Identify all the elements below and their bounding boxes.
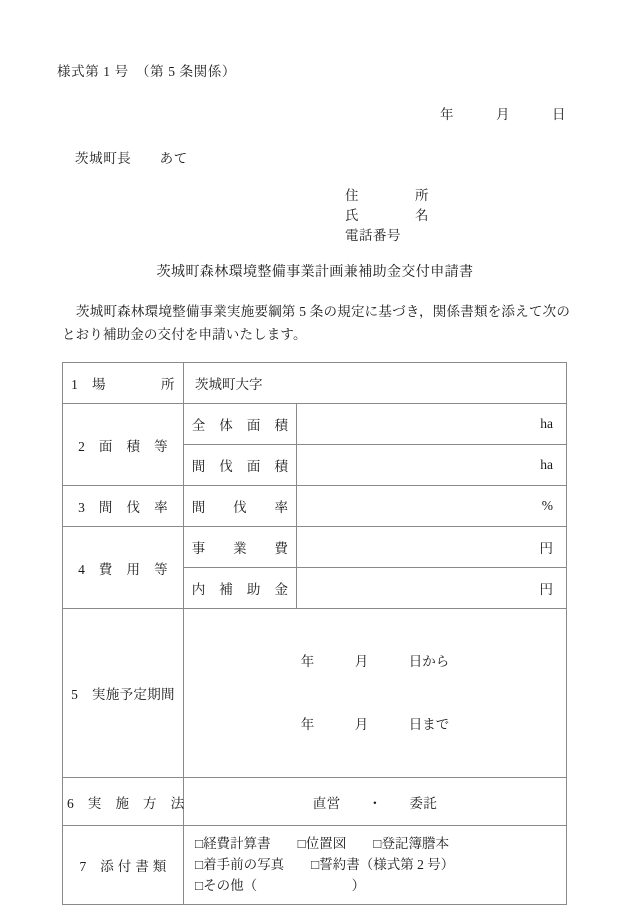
unit-text: ha [540, 416, 553, 431]
sub-label-text: 全 体 面 積 [191, 418, 289, 433]
row-value-location[interactable] [184, 363, 567, 404]
applicant-phone-label: 電話番号 [345, 228, 401, 243]
value-thinning-area[interactable] [297, 445, 567, 486]
date-line: 年 月 日 [440, 107, 566, 122]
attachment-line-1[interactable]: □経費計算書 □位置図 □登記簿謄本 [195, 836, 449, 851]
row-label-location [63, 363, 184, 404]
row-label-method [63, 778, 184, 826]
row-value-period[interactable] [184, 609, 567, 778]
applicant-name-label: 氏 名 [345, 208, 429, 223]
sub-label-text: 事 業 費 [191, 541, 289, 556]
sub-label-subsidy [184, 568, 297, 609]
sub-label-project-cost [184, 527, 297, 568]
attachment-line-3[interactable]: □その他（ ） [195, 878, 366, 893]
body-paragraph: 茨城町森林環境整備事業実施要綱第 5 条の規定に基づき，関係書類を添えて次のとおり補助金の交付を申請いたします。 [62, 304, 570, 342]
sub-label-text: 間 伐 面 積 [191, 459, 289, 474]
addressee-line: 茨城町長 あて [75, 151, 188, 166]
sub-label-thinning-area [184, 445, 297, 486]
sub-label-text: 間 伐 率 [191, 500, 289, 515]
unit-text: 円 [539, 582, 553, 597]
value-subsidy[interactable] [297, 568, 567, 609]
unit-text: ha [540, 457, 553, 472]
row-value-attachments[interactable] [184, 826, 567, 905]
period-values [184, 609, 566, 777]
row-label-area [63, 404, 184, 486]
row-label-cost [63, 527, 184, 609]
table-row-location [63, 363, 567, 404]
label-text: 6 実 施 方 法 [67, 795, 185, 811]
label-text: 4 費 用 等 [78, 561, 168, 577]
value-total-area[interactable] [297, 404, 567, 445]
row-label-period [63, 609, 184, 778]
sub-label-text: 内 補 助 金 [191, 582, 289, 597]
label-text: 5 実施予定期間 [71, 687, 175, 702]
row-label-thinning-rate [63, 486, 184, 527]
table-row-area-total [63, 404, 567, 445]
sub-label-thinning-rate [184, 486, 297, 527]
label-text: 3 間 伐 率 [78, 500, 168, 515]
row-value-method[interactable] [184, 778, 567, 826]
unit-text: 円 [539, 541, 553, 556]
attachment-line-2[interactable]: □着手前の写真 □誓約書（様式第 2 号） [195, 857, 455, 872]
form-code: 様式第 1 号 （第 5 条関係） [57, 64, 236, 79]
label-text: 7 添 付 書 類 [79, 859, 167, 874]
method-options: 直営 ・ 委託 [312, 795, 438, 811]
table-row-thinning-rate [63, 486, 567, 527]
document-title: 茨城町森林環境整備事業計画兼補助金交付申請書 [156, 265, 474, 280]
period-to: 年 月 日まで [300, 717, 450, 732]
value-text: 茨城町大字 [195, 377, 263, 392]
table-row-attachments [63, 826, 567, 905]
row-label-attachments [63, 826, 184, 905]
label-text: 2 面 積 等 [78, 438, 168, 454]
applicant-address-label: 住 所 [345, 188, 429, 203]
label-text: 1 場 所 [71, 377, 175, 392]
sub-label-total-area [184, 404, 297, 445]
table-row-cost-project [63, 527, 567, 568]
value-thinning-rate[interactable] [297, 486, 567, 527]
applicant-block [345, 186, 429, 246]
period-from: 年 月 日から [300, 654, 450, 669]
table-row-method [63, 778, 567, 826]
unit-text: % [541, 498, 553, 513]
table-row-period [63, 609, 567, 778]
application-table [62, 362, 567, 905]
attachment-checklist [184, 826, 566, 904]
value-project-cost[interactable] [297, 527, 567, 568]
